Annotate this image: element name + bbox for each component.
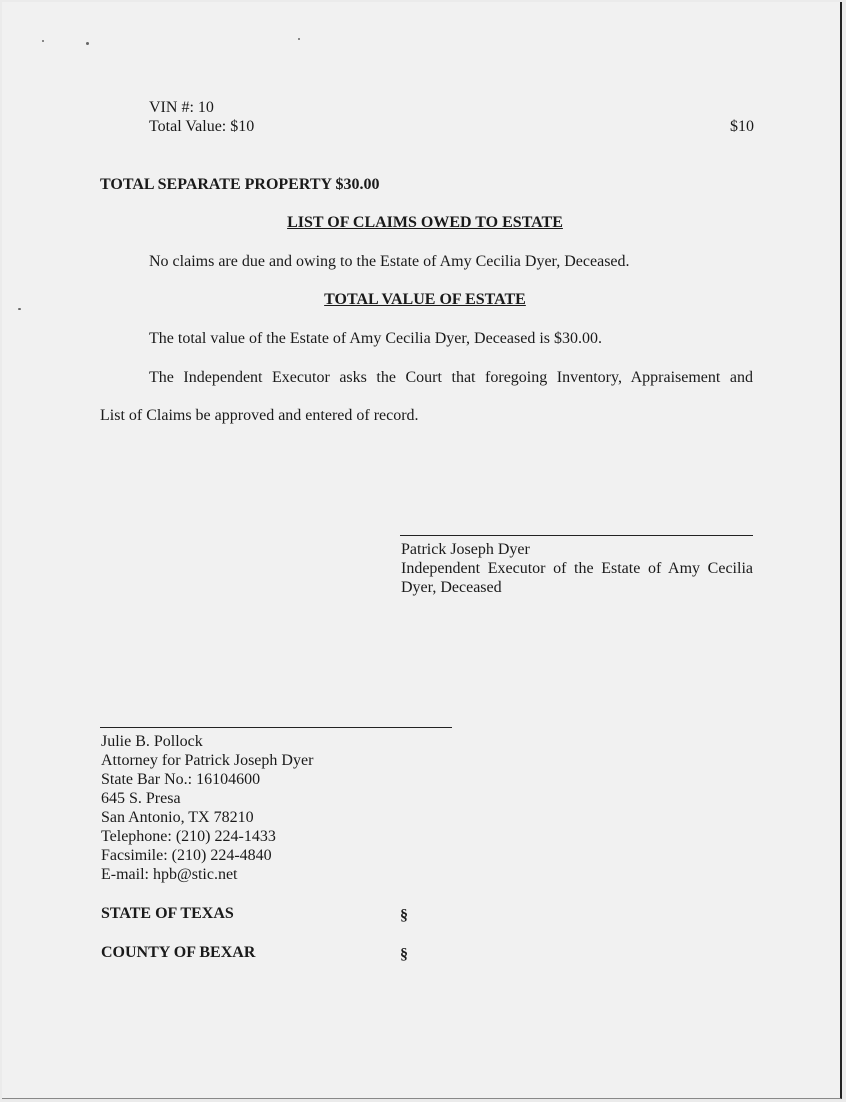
request-line-1: The Independent Executor asks the Court that foregoing Inventory, Appraisement and bbox=[149, 369, 753, 386]
total-value-text: The total value of the Estate of Amy Cecilia Dyer, Deceased is $30.00. bbox=[149, 330, 602, 347]
executor-signature-line bbox=[400, 535, 753, 536]
scan-speck bbox=[86, 42, 89, 45]
attorney-bar-no: State Bar No.: 16104600 bbox=[101, 771, 261, 788]
attorney-email: E-mail: hpb@stic.net bbox=[101, 866, 238, 883]
claims-heading: LIST OF CLAIMS OWED TO ESTATE bbox=[287, 214, 563, 231]
attorney-address-1: 645 S. Presa bbox=[101, 790, 181, 807]
document-page bbox=[2, 2, 842, 1099]
attorney-address-2: San Antonio, TX 78210 bbox=[101, 809, 254, 826]
vehicle-amount: $10 bbox=[730, 118, 754, 135]
section-symbol-county: § bbox=[400, 946, 408, 963]
venue-state: STATE OF TEXAS bbox=[101, 905, 234, 922]
claims-text: No claims are due and owing to the Estate of Amy Cecilia Dyer, Deceased. bbox=[149, 253, 630, 270]
attorney-telephone: Telephone: (210) 224-1433 bbox=[101, 828, 276, 845]
venue-county: COUNTY OF BEXAR bbox=[101, 944, 256, 961]
executor-name: Patrick Joseph Dyer bbox=[401, 541, 530, 558]
attorney-role: Attorney for Patrick Joseph Dyer bbox=[101, 752, 314, 769]
attorney-facsimile: Facsimile: (210) 224-4840 bbox=[101, 847, 272, 864]
attorney-signature-line bbox=[100, 727, 452, 728]
vin-line: VIN #: 10 bbox=[149, 99, 214, 116]
vehicle-total-value-line: Total Value: $10 bbox=[149, 118, 255, 135]
request-line-2: List of Claims be approved and entered of record. bbox=[100, 407, 419, 424]
scan-speck bbox=[42, 40, 44, 42]
executor-title-line-1: Independent Executor of the Estate of Amy Cecilia bbox=[401, 560, 753, 577]
executor-title-line-2: Dyer, Deceased bbox=[401, 579, 502, 596]
total-separate-property: TOTAL SEPARATE PROPERTY $30.00 bbox=[100, 176, 380, 193]
attorney-name: Julie B. Pollock bbox=[101, 733, 203, 750]
scan-speck bbox=[298, 38, 300, 40]
section-symbol-state: § bbox=[400, 907, 408, 924]
total-value-heading: TOTAL VALUE OF ESTATE bbox=[324, 291, 526, 308]
